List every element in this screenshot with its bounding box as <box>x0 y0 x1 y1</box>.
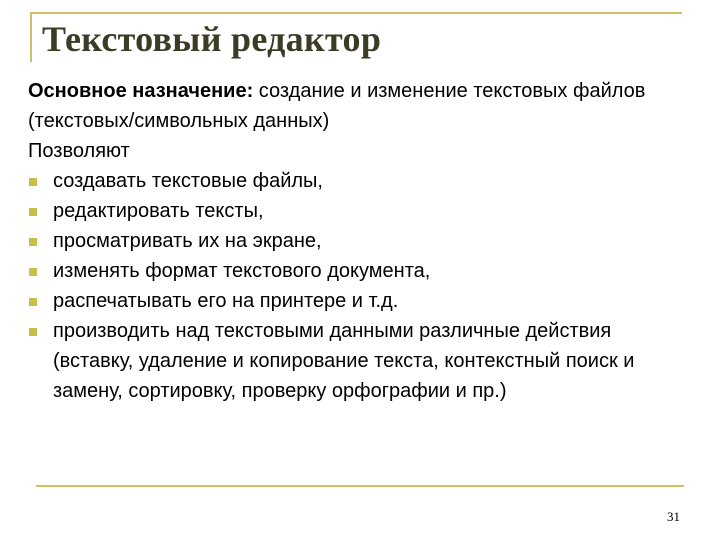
purpose-text: создание и изменение текстовых файлов (текстовых/символьных данных) <box>28 80 646 132</box>
bullet-text: распечатывать его на принтере и т.д. <box>53 290 399 312</box>
square-bullet-icon <box>29 208 37 216</box>
bullet-text: изменять формат текстового документа, <box>53 260 431 282</box>
footer-divider-line <box>36 485 684 487</box>
square-bullet-icon <box>29 328 37 336</box>
bullet-item <box>28 166 668 196</box>
bullet-list <box>28 166 668 406</box>
bullet-text: производить над текстовыми данными различные действия (вставку, удаление и копирование текста, контекстный поиск и замену, сортировку, проверку орфографии и пр.) <box>53 320 635 402</box>
slide-title: Текстовый редактор <box>42 19 382 59</box>
bullet-text: создавать текстовые файлы, <box>53 170 323 192</box>
bullet-item <box>28 286 668 316</box>
intro-text: Позволяют <box>28 140 130 162</box>
bullet-item <box>28 196 668 226</box>
square-bullet-icon <box>29 268 37 276</box>
slide-content <box>28 76 668 406</box>
bullet-text: просматривать их на экране, <box>53 230 322 252</box>
square-bullet-icon <box>29 298 37 306</box>
purpose-label: Основное назначение: <box>28 80 254 102</box>
square-bullet-icon <box>29 178 37 186</box>
bullet-item <box>28 316 668 406</box>
bullet-text: редактировать тексты, <box>53 200 264 222</box>
bullet-item <box>28 256 668 286</box>
title-frame-vertical-line <box>30 12 32 62</box>
bullet-item <box>28 226 668 256</box>
square-bullet-icon <box>29 238 37 246</box>
purpose-paragraph <box>28 76 668 136</box>
page-number: 31 <box>667 509 680 524</box>
